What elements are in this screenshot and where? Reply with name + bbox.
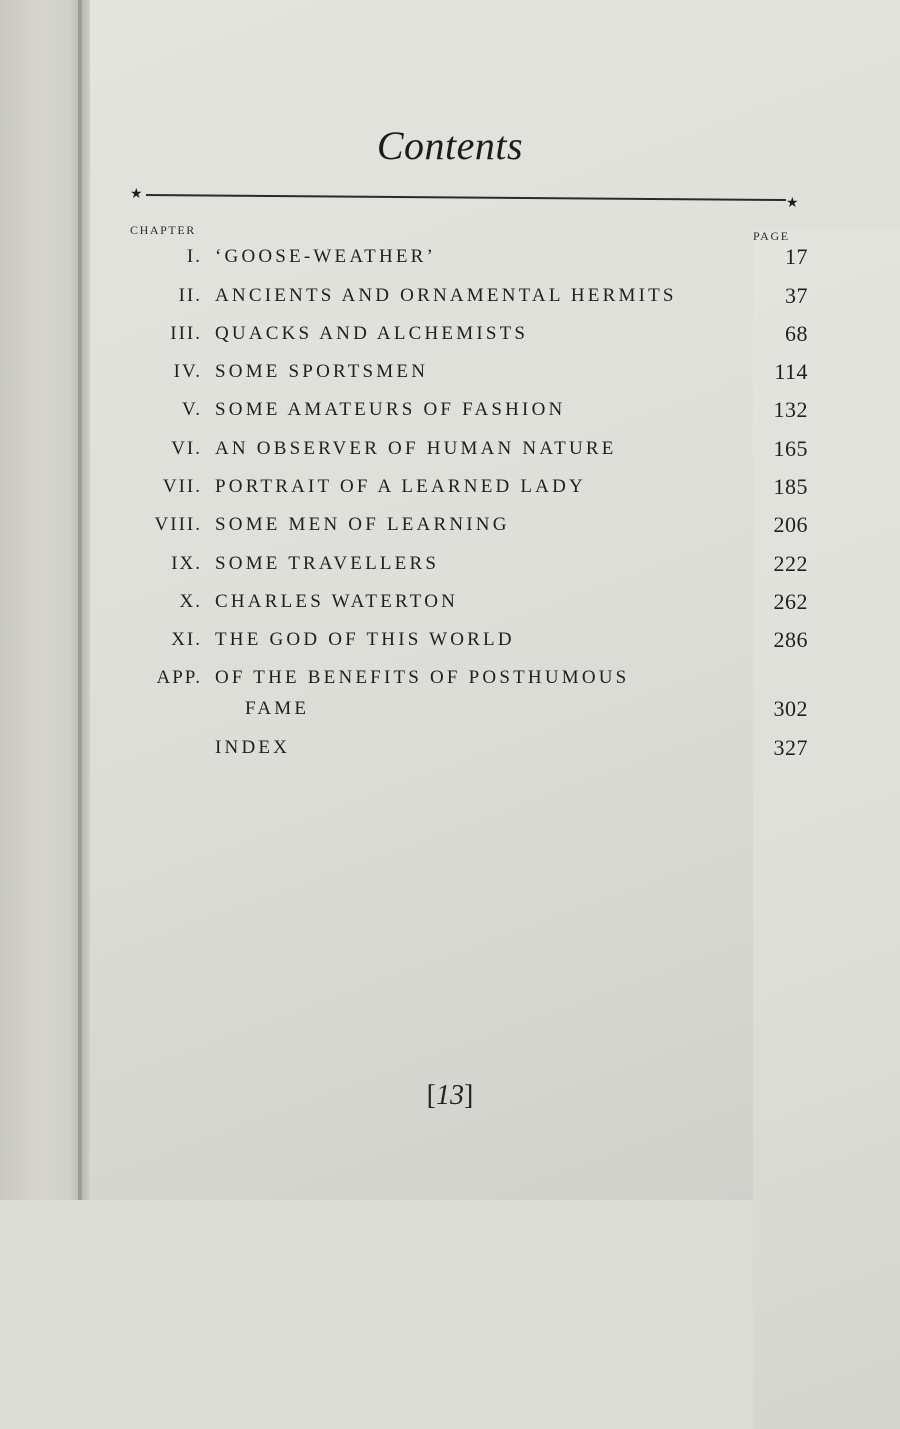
- toc-entry: [120, 285, 820, 315]
- page-number: 68: [785, 321, 808, 346]
- chapter-title: SOME MEN OF LEARNING: [215, 514, 510, 535]
- chapter-column-label: CHAPTER: [130, 223, 196, 237]
- chapter-title: SOME SPORTSMEN: [215, 361, 429, 382]
- folio-page-number: [0, 1080, 900, 1112]
- chapter-number: III.: [170, 323, 202, 344]
- chapter-title-continued: FAME: [245, 698, 310, 719]
- chapter-number: VII.: [162, 476, 202, 497]
- chapter-number: VIII.: [154, 514, 202, 535]
- chapter-number: X.: [179, 591, 202, 612]
- page-number: 286: [773, 627, 808, 652]
- chapter-number: V.: [181, 399, 202, 420]
- page-number: 262: [773, 589, 808, 614]
- toc-entry: [120, 629, 820, 659]
- page-column-label: PAGE: [753, 229, 900, 1429]
- toc-entry: [120, 737, 820, 767]
- folio-close-bracket: ]: [464, 1080, 474, 1111]
- chapter-title: SOME AMATEURS OF FASHION: [215, 399, 566, 420]
- chapter-title: ‘GOOSE-WEATHER’: [215, 246, 437, 267]
- chapter-number: II.: [178, 285, 202, 306]
- chapter-title: THE GOD OF THIS WORLD: [215, 629, 515, 650]
- star-ornament-right-icon: ★: [786, 196, 799, 211]
- chapter-title: ANCIENTS AND ORNAMENTAL HERMITS: [215, 285, 677, 306]
- folio-open-bracket: [: [426, 1080, 436, 1111]
- chapter-title: PORTRAIT OF A LEARNED LADY: [215, 476, 586, 497]
- toc-entry: [120, 476, 820, 506]
- chapter-title: AN OBSERVER OF HUMAN NATURE: [215, 438, 617, 459]
- page-number: 17: [785, 244, 808, 269]
- chapter-number: XI.: [171, 629, 202, 650]
- page-number: 132: [773, 397, 808, 422]
- page-title: Contents: [376, 123, 524, 168]
- page-number: 206: [773, 512, 808, 537]
- toc-entry: [120, 553, 820, 583]
- chapter-number: IV.: [173, 361, 202, 382]
- chapter-title: CHARLES WATERTON: [215, 591, 459, 612]
- chapter-title: OF THE BENEFITS OF POSTHUMOUS: [215, 667, 630, 688]
- chapter-title: SOME TRAVELLERS: [215, 553, 440, 574]
- toc-entry: [120, 514, 820, 544]
- page-number: 37: [785, 283, 808, 308]
- toc-entry: [120, 591, 820, 621]
- page-number: 222: [773, 551, 808, 576]
- chapter-number: APP.: [156, 667, 202, 688]
- toc-entry: [120, 667, 820, 731]
- chapter-number: VI.: [171, 438, 202, 459]
- facing-page-edge: [0, 0, 82, 1200]
- toc-entry: [120, 399, 820, 429]
- page-number: 165: [773, 436, 808, 461]
- star-ornament-left-icon: ★: [130, 187, 143, 202]
- toc-entry: [120, 323, 820, 353]
- chapter-number: IX.: [171, 553, 202, 574]
- toc-entry: [120, 361, 820, 391]
- toc-entry: [120, 246, 820, 276]
- chapter-number: I.: [186, 246, 202, 267]
- page-number: 302: [773, 696, 808, 721]
- page-number: 185: [773, 474, 808, 499]
- folio-number: 13: [436, 1080, 464, 1111]
- chapter-title: INDEX: [215, 737, 291, 758]
- chapter-title: QUACKS AND ALCHEMISTS: [215, 323, 529, 344]
- toc-entry: [120, 438, 820, 468]
- page-number: 327: [773, 735, 808, 760]
- page-number: 114: [774, 359, 808, 384]
